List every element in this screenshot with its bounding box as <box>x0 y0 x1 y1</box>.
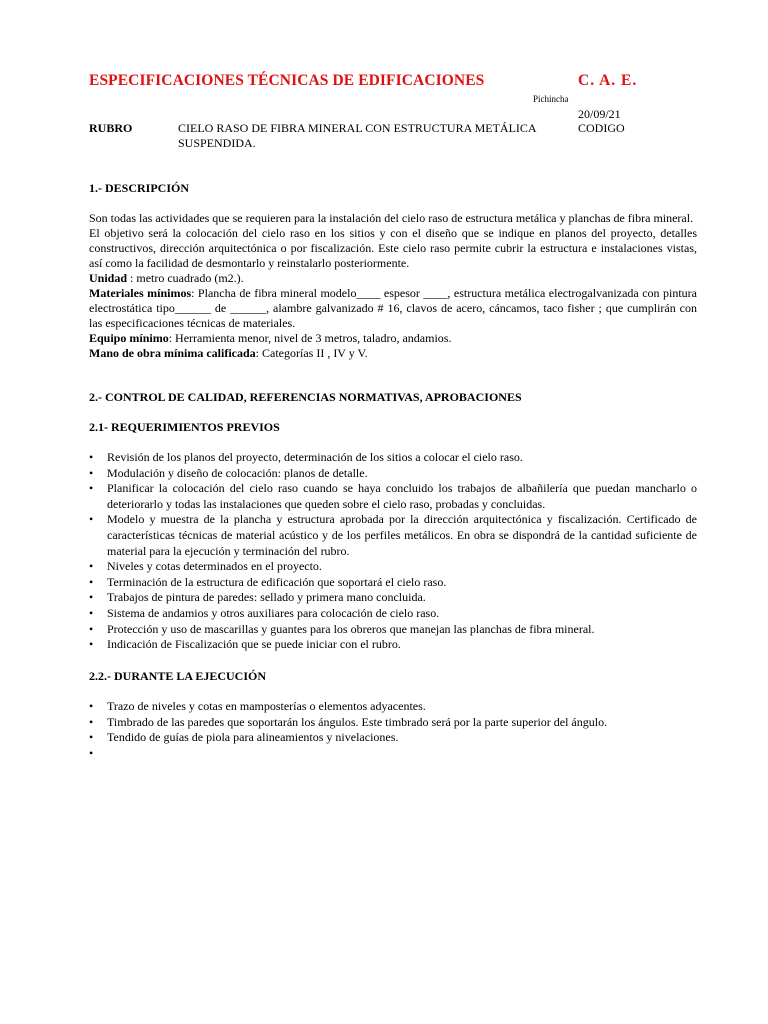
bullet-icon: • <box>89 590 94 605</box>
bullet-icon: • <box>89 559 94 574</box>
list-item <box>89 746 697 762</box>
codigo-label: CODIGO <box>578 121 625 135</box>
bullet-icon: • <box>89 450 94 464</box>
list-item-text: Tendido de guías de piola para alineamientos y nivelaciones. <box>107 730 399 745</box>
unidad-line <box>89 271 697 286</box>
unidad-text: : metro cuadrado (m2.). <box>127 271 244 285</box>
list-item-text: Protección y uso de mascarillas y guantes para los obreros que manejan las planchas de fibra mineral. <box>107 621 595 636</box>
equipo-label: Equipo mínimo <box>89 331 169 345</box>
rubro-text: CIELO RASO DE FIBRA MINERAL CON ESTRUCTURA METÁLICA SUSPENDIDA. <box>178 121 536 150</box>
section-heading-descripcion: 1.- DESCRIPCIÓN <box>89 181 190 195</box>
bullet-icon: • <box>89 512 94 527</box>
section-heading-requerimientos: 2.1- REQUERIMIENTOS PREVIOS <box>89 420 280 434</box>
date-label: 20/09/21 <box>578 107 621 121</box>
unidad-label: Unidad <box>89 271 128 285</box>
bullet-icon: • <box>89 699 94 713</box>
list-item-text: Timbrado de las paredes que soportarán los ángulos. Este timbrado será por la parte superior del ángulo. <box>107 714 608 729</box>
rubro-label: RUBRO <box>89 121 133 135</box>
list-item <box>89 512 697 559</box>
list-item-text: Trazo de niveles y cotas en mamposterías o elementos adyacentes. <box>107 699 426 713</box>
section-heading-control-calidad: 2.- CONTROL DE CALIDAD, REFERENCIAS NORMATIVAS, APROBACIONES <box>89 390 522 404</box>
description-paragraph-1: Son todas las actividades que se requieren para la instalación del cielo raso de estructura metálica y planchas de fibra mineral. <box>89 211 694 225</box>
mano-obra-text: : Categorías II , IV y V. <box>255 346 368 360</box>
list-item-text: Revisión de los planos del proyecto, determinación de los sitios a colocar el cielo raso. <box>107 450 523 464</box>
bullet-icon: • <box>89 714 94 729</box>
bullet-icon: • <box>89 574 94 589</box>
list-item <box>89 699 697 715</box>
bullet-icon: • <box>89 465 94 480</box>
location-label: Pichincha <box>533 94 569 104</box>
list-item <box>89 622 697 638</box>
list-item-text: Modulación y diseño de colocación: planos de detalle. <box>107 465 368 480</box>
bullet-icon: • <box>89 730 94 745</box>
description-paragraphs <box>89 211 697 361</box>
list-item-text: Indicación de Fiscalización que se puede iniciar con el rubro. <box>107 637 401 652</box>
document-title: ESPECIFICACIONES TÉCNICAS DE EDIFICACIONES <box>89 72 485 89</box>
list-item-text: Trabajos de pintura de paredes: sellado y primera mano concluida. <box>107 590 426 605</box>
list-item-text: Terminación de la estructura de edificación que soportará el cielo raso. <box>107 574 447 589</box>
bullet-icon: • <box>89 621 94 636</box>
bullet-icon: • <box>89 745 94 760</box>
list-item <box>89 606 697 622</box>
description-paragraph-2: El objetivo será la colocación del cielo raso en los sitios y con el diseño que se indique en planos del proyecto, detalles constructivos, dirección arquitectónica o por fiscalización. Este cielo raso permite cubrir la estructura e instalaciones vistas, así como la facilidad de desmontarlo y reinstalarlo posteriormente. <box>89 226 697 270</box>
materiales-label: Materiales mínimos <box>89 286 192 300</box>
equipo-text: : Herramienta menor, nivel de 3 metros, taladro, andamios. <box>168 331 452 345</box>
list-item <box>89 466 697 482</box>
requerimientos-list <box>89 450 697 653</box>
materiales-line <box>89 286 697 331</box>
equipo-line <box>89 331 697 346</box>
mano-obra-label: Mano de obra mínima calificada <box>89 346 256 360</box>
ejecucion-list <box>89 699 697 761</box>
list-item <box>89 450 697 466</box>
list-item-text: Niveles y cotas determinados en el proyecto. <box>107 559 322 574</box>
list-item-text: Planificar la colocación del cielo raso cuando se haya concluido los trabajos de albañilería que puedan mancharlo o deteriorarlo y todas las instalaciones que queden sobre el cielo raso, probadas y concluidas. <box>107 481 697 511</box>
organization-label: C. A. E. <box>578 72 638 89</box>
mano-obra-line <box>89 346 697 361</box>
section-heading-ejecucion: 2.2.- DURANTE LA EJECUCIÓN <box>89 669 267 683</box>
list-item <box>89 715 697 731</box>
list-item <box>89 575 697 591</box>
list-item <box>89 590 697 606</box>
bullet-icon: • <box>89 605 94 620</box>
bullet-icon: • <box>89 637 94 652</box>
list-item <box>89 730 697 746</box>
list-item-text <box>107 746 110 760</box>
bullet-icon: • <box>89 481 94 496</box>
list-item <box>89 481 697 512</box>
materiales-text: : Plancha de fibra mineral modelo____ espesor ____, estructura metálica electrogalvanizada con pintura electrostática tipo______ de ______, alambre galvanizado # 16, clavos de acero, cáncamos, taco fisher ; que cumplirán con las especificaciones técnicas de materiales. <box>89 286 697 330</box>
list-item-text: Modelo y muestra de la plancha y estructura aprobada por la dirección arquitectónica y fiscalización. Certificado de características técnicas de material acústico y de los perfiles metálicos. En obra se dispondrá de la cantidad suficiente de material para la ejecución y terminación del rubro. <box>107 512 697 558</box>
list-item <box>89 559 697 575</box>
list-item-text: Sistema de andamios y otros auxiliares para colocación de cielo raso. <box>107 605 440 620</box>
list-item <box>89 637 697 653</box>
